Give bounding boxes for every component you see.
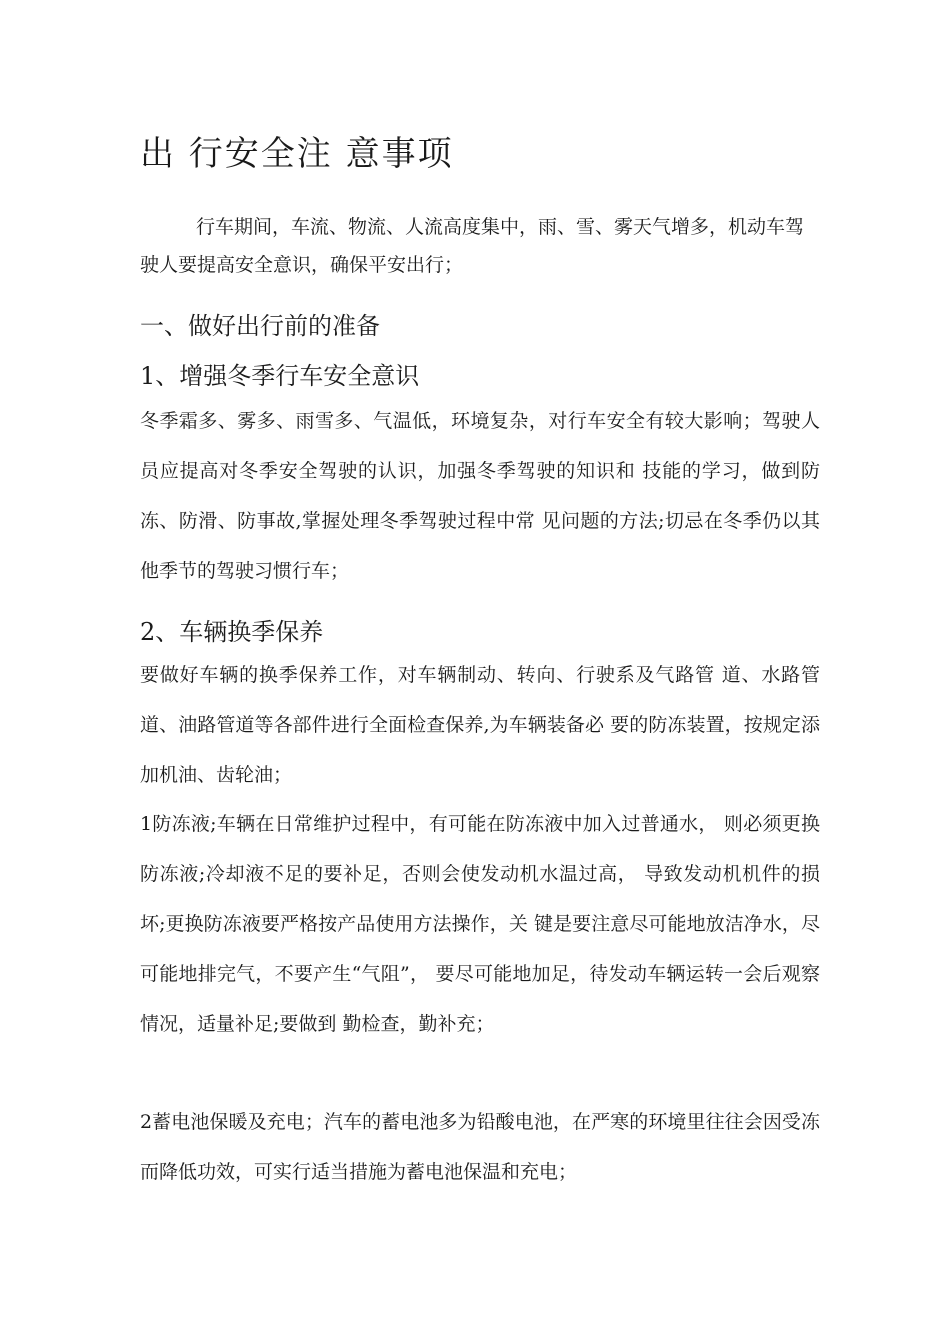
- section-heading-preparation: 一、做好出行前的准备: [140, 312, 380, 340]
- paragraph-battery: 2蓄电池保暖及充电；汽车的蓄电池多为铅酸电池，在严寒的环境里往往会因受冻而降低功效，可实行适当措施为蓄电池保温和充电；: [140, 1111, 820, 1183]
- subsection-heading-seasonal-maintenance: 2、车辆换季保养: [140, 618, 324, 646]
- paragraph-safety-awareness: 冬季霜多、雾多、雨雪多、气温低，环境复杂，对行车安全有较大影响；驾驶人员应提高对冬季安全驾驶的认识，加强冬季驾驶的知识和 技能的学习，做到防冻、防滑、防事故,掌握处理冬季驾驶过程中常 见问题的方法;切忌在冬季仍以其他季节的驾驶习惯行车；: [140, 410, 820, 582]
- subsection-heading-safety-awareness: 1、增强冬季行车安全意识: [140, 362, 420, 390]
- intro-paragraph: 行车期间，车流、物流、人流高度集中，雨、雪、雾天气增多，机动车驾驶人要提高安全意识，确保平安出行；: [140, 216, 805, 276]
- paragraph-antifreeze: 1防冻液;车辆在日常维护过程中，有可能在防冻液中加入过普通水， 则必须更换防冻液;冷却液不足的要补足，否则会使发动机水温过高， 导致发动机机件的损坏;更换防冻液要严格按产品使用方法操作，关 键是要注意尽可能地放洁净水，尽可能地排完气，不要产生“气阻”， 要尽可能地加足，待发动车辆运转一会后观察情况，适量补足;要做到 勤检查，勤补充；: [140, 813, 820, 1035]
- paragraph-seasonal-maintenance: 要做好车辆的换季保养工作，对车辆制动、转向、行驶系及气路管 道、水路管道、油路管道等各部件进行全面检查保养,为车辆装备必 要的防冻装置，按规定添加机油、齿轮油；: [140, 664, 820, 786]
- document-title: 出 行安全注 意事项: [140, 134, 454, 174]
